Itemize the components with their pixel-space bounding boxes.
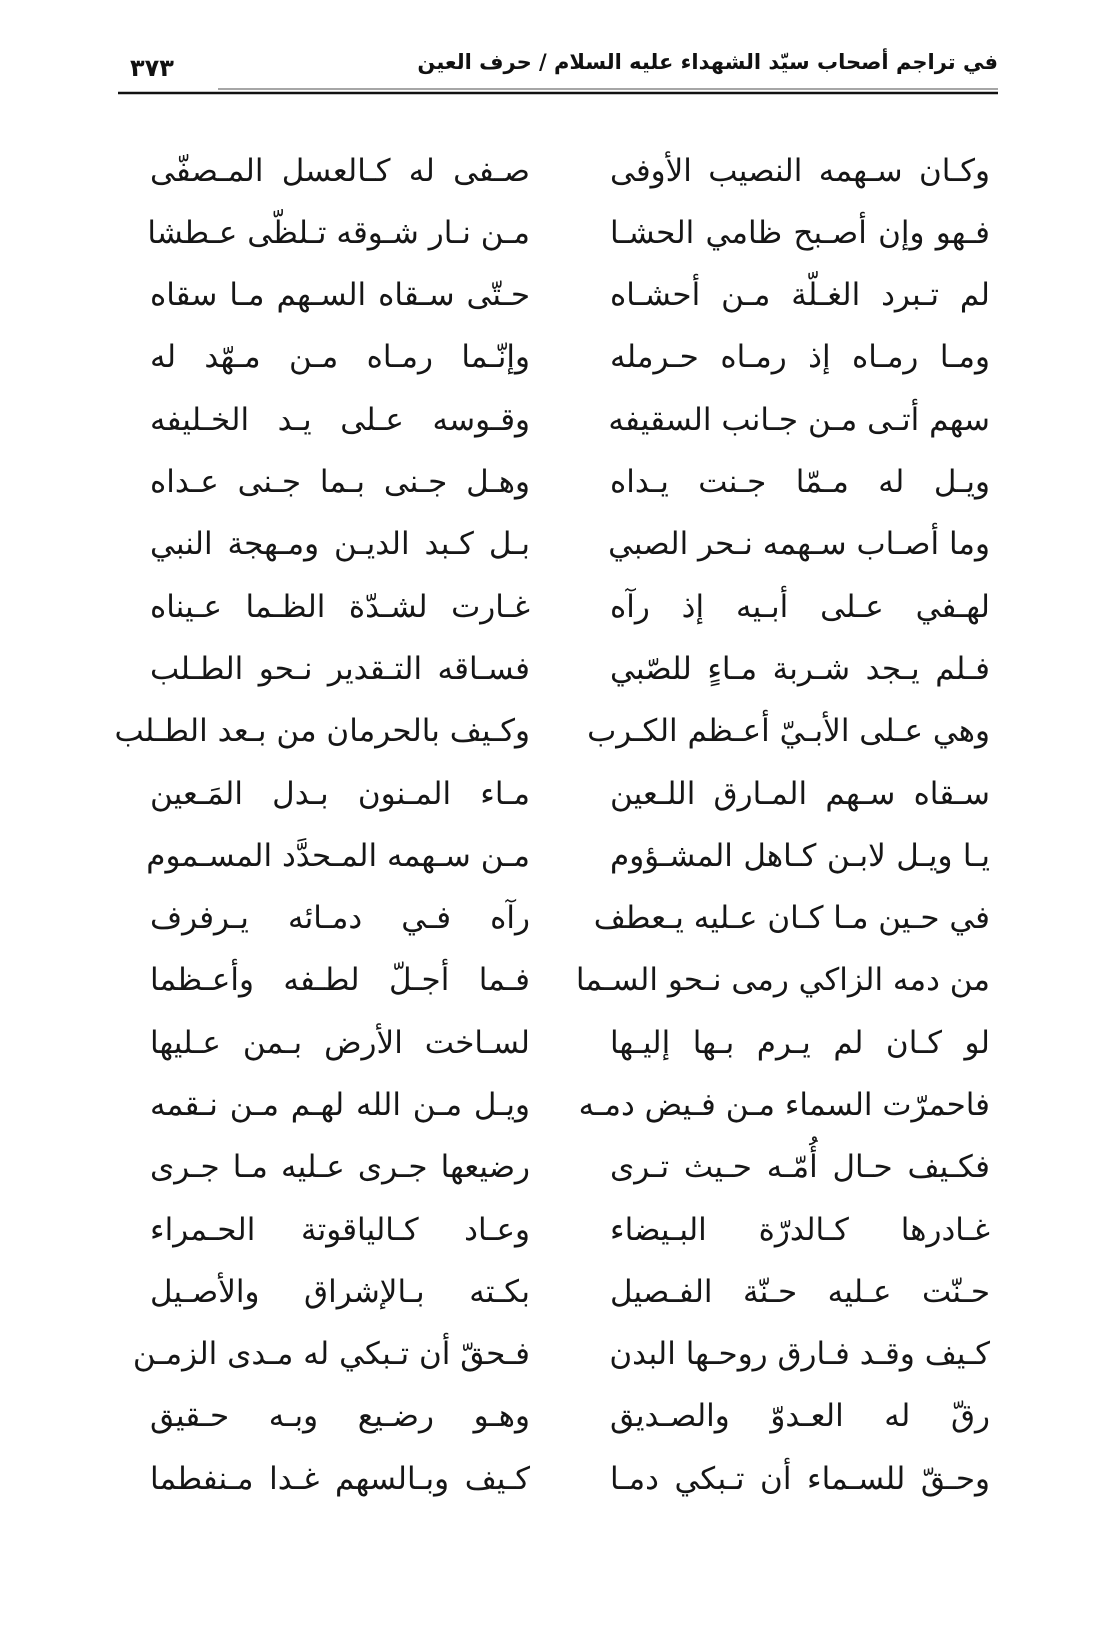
verse-first-hemistich: كـيف وقـد فـارق روحـها البدن [609, 1336, 990, 1373]
verse-second-hemistich: وإنّـما رمـاه مـن مـهّد له [150, 339, 530, 376]
verse-line [132, 1324, 990, 1386]
verse-line [150, 1074, 990, 1136]
verse-line [150, 576, 990, 638]
verse-first-hemistich: وكـان سـهمه النصيب الأوفى [610, 152, 990, 189]
verse-line [150, 265, 990, 327]
verse-second-hemistich: لسـاخت الأرض بـمن عـليها [150, 1024, 530, 1061]
verse-second-hemistich: فسـاقه التـقدير نـحو الطـلب [150, 650, 530, 687]
verse-line [150, 1137, 990, 1199]
verse-first-hemistich: سهم أتـى مـن جـانب السقيفه [608, 401, 990, 438]
verse-first-hemistich: سـقاه سـهم المـارق اللـعين [610, 775, 990, 812]
verse-second-hemistich: مـن سـهمه المـحدَّد المسـموم [146, 837, 530, 874]
verse-line [150, 451, 990, 513]
verse-line [150, 1261, 990, 1323]
verse-line [150, 638, 990, 700]
verse-line [150, 763, 990, 825]
verse-second-hemistich: بـل كـبد الديـن ومـهجة النبي [150, 526, 530, 563]
verse-first-hemistich: غـادرها كـالدرّة البـيضاء [610, 1211, 990, 1248]
verse-first-hemistich: فـلم يـجد شـربة مـاءٍ للصّبي [610, 650, 990, 687]
verse-second-hemistich: وقـوسه عـلى يـد الخـليفه [150, 401, 530, 438]
verse-line [150, 389, 990, 451]
verse-line [150, 1012, 990, 1074]
verse-first-hemistich: ومـا رمـاه إذ رمـاه حـرمله [610, 339, 990, 376]
verse-second-hemistich: وهـو رضـيع وبـه حـقيق [150, 1398, 530, 1435]
verse-first-hemistich: لم تـبرد الغـلّة مـن أحشـاه [610, 277, 990, 314]
verse-second-hemistich: مـن نـار شـوقه تـلظّى عـطشا [147, 214, 530, 251]
verse-first-hemistich: لهـفي عـلى أبـيه إذ رآه [610, 588, 990, 625]
verse-line [150, 327, 990, 389]
verse-second-hemistich: ويـل مـن الله لهـم مـن نـقمه [150, 1087, 530, 1123]
verse-first-hemistich: في حـين مـا كـان عـليه يـعطف [593, 900, 990, 937]
verse-first-hemistich: من دمه الزاكي رمى نـحو السـما [575, 962, 990, 999]
verse-line [146, 825, 990, 887]
verse-first-hemistich: حـنّت عـليه حـنّة الفـصيل [610, 1273, 990, 1310]
verse-second-hemistich: وكـيف بالحرمان من بـعد الطـلب [114, 713, 530, 750]
verse-first-hemistich: يـا ويـل لابـن كـاهل المشـؤوم [610, 837, 990, 874]
verse-first-hemistich: وحـقّ للسـماء أن تـبكي دمـا [610, 1460, 990, 1497]
verse-second-hemistich: صـفى له كـالعسل المـصفّى [150, 152, 530, 189]
verse-line [150, 1386, 990, 1448]
verse-first-hemistich: ويـل له مـمّا جـنت يـداه [610, 464, 990, 501]
verse-first-hemistich: فكـيف حـال أُمّـه حـيث تـرى [610, 1149, 990, 1186]
verse-first-hemistich: وهي عـلى الأبـيّ أعـظم الكـرب [587, 713, 990, 750]
verse-second-hemistich: مـاء المـنون بـدل المَـعين [150, 775, 530, 812]
verse-second-hemistich: رضيعها جـرى عـليه مـا جـرى [150, 1149, 530, 1186]
verse-line [150, 888, 990, 950]
verse-line [150, 140, 990, 202]
verse-second-hemistich: كـيف وبـالسهم غـدا مـنفطما [150, 1460, 530, 1497]
verse-line [150, 514, 990, 576]
poem-body [114, 140, 990, 1511]
verse-second-hemistich: فـما أجـلّ لطـفه وأعـظما [150, 962, 530, 999]
header-rule [118, 88, 998, 98]
verse-line [150, 1199, 990, 1261]
verse-second-hemistich: حـتّى سـقاه السـهم مـا سقاه [150, 277, 530, 314]
verse-line [150, 950, 990, 1012]
verse-line [150, 1448, 990, 1510]
header-title: في تراجم أصحاب سيّد الشهداء عليه السلام / حرف العين [417, 50, 998, 74]
verse-first-hemistich: فـهو وإن أصـبح ظامي الحشـا [610, 214, 990, 251]
verse-second-hemistich: رآه فـي دمـائه يـرفرف [150, 900, 530, 937]
verse-second-hemistich: وعـاد كـالياقوتة الحـمراء [150, 1211, 530, 1248]
verse-first-hemistich: رقّ له العـدوّ والصـديق [610, 1398, 990, 1435]
verse-second-hemistich: بكـته بـالإشراق والأصـيل [150, 1273, 530, 1310]
verse-first-hemistich: فاحمرّت السماء مـن فـيض دمـه [578, 1087, 990, 1123]
verse-first-hemistich: وما أصـاب سـهمه نـحر الصبي [608, 526, 990, 563]
running-header [118, 40, 998, 102]
page-number: ٣٧٣ [130, 54, 174, 82]
verse-second-hemistich: فـحقّ أن تـبكي له مـدى الزمـن [132, 1336, 530, 1373]
verse-second-hemistich: غـارت لشـدّة الظـما عـيناه [150, 588, 530, 625]
verse-line [147, 202, 990, 264]
verse-second-hemistich: وهـل جـنى بـما جـنى عـداه [150, 464, 530, 501]
verse-first-hemistich: لو كـان لم يـرم بـها إليـها [610, 1024, 990, 1061]
verse-line [114, 701, 990, 763]
